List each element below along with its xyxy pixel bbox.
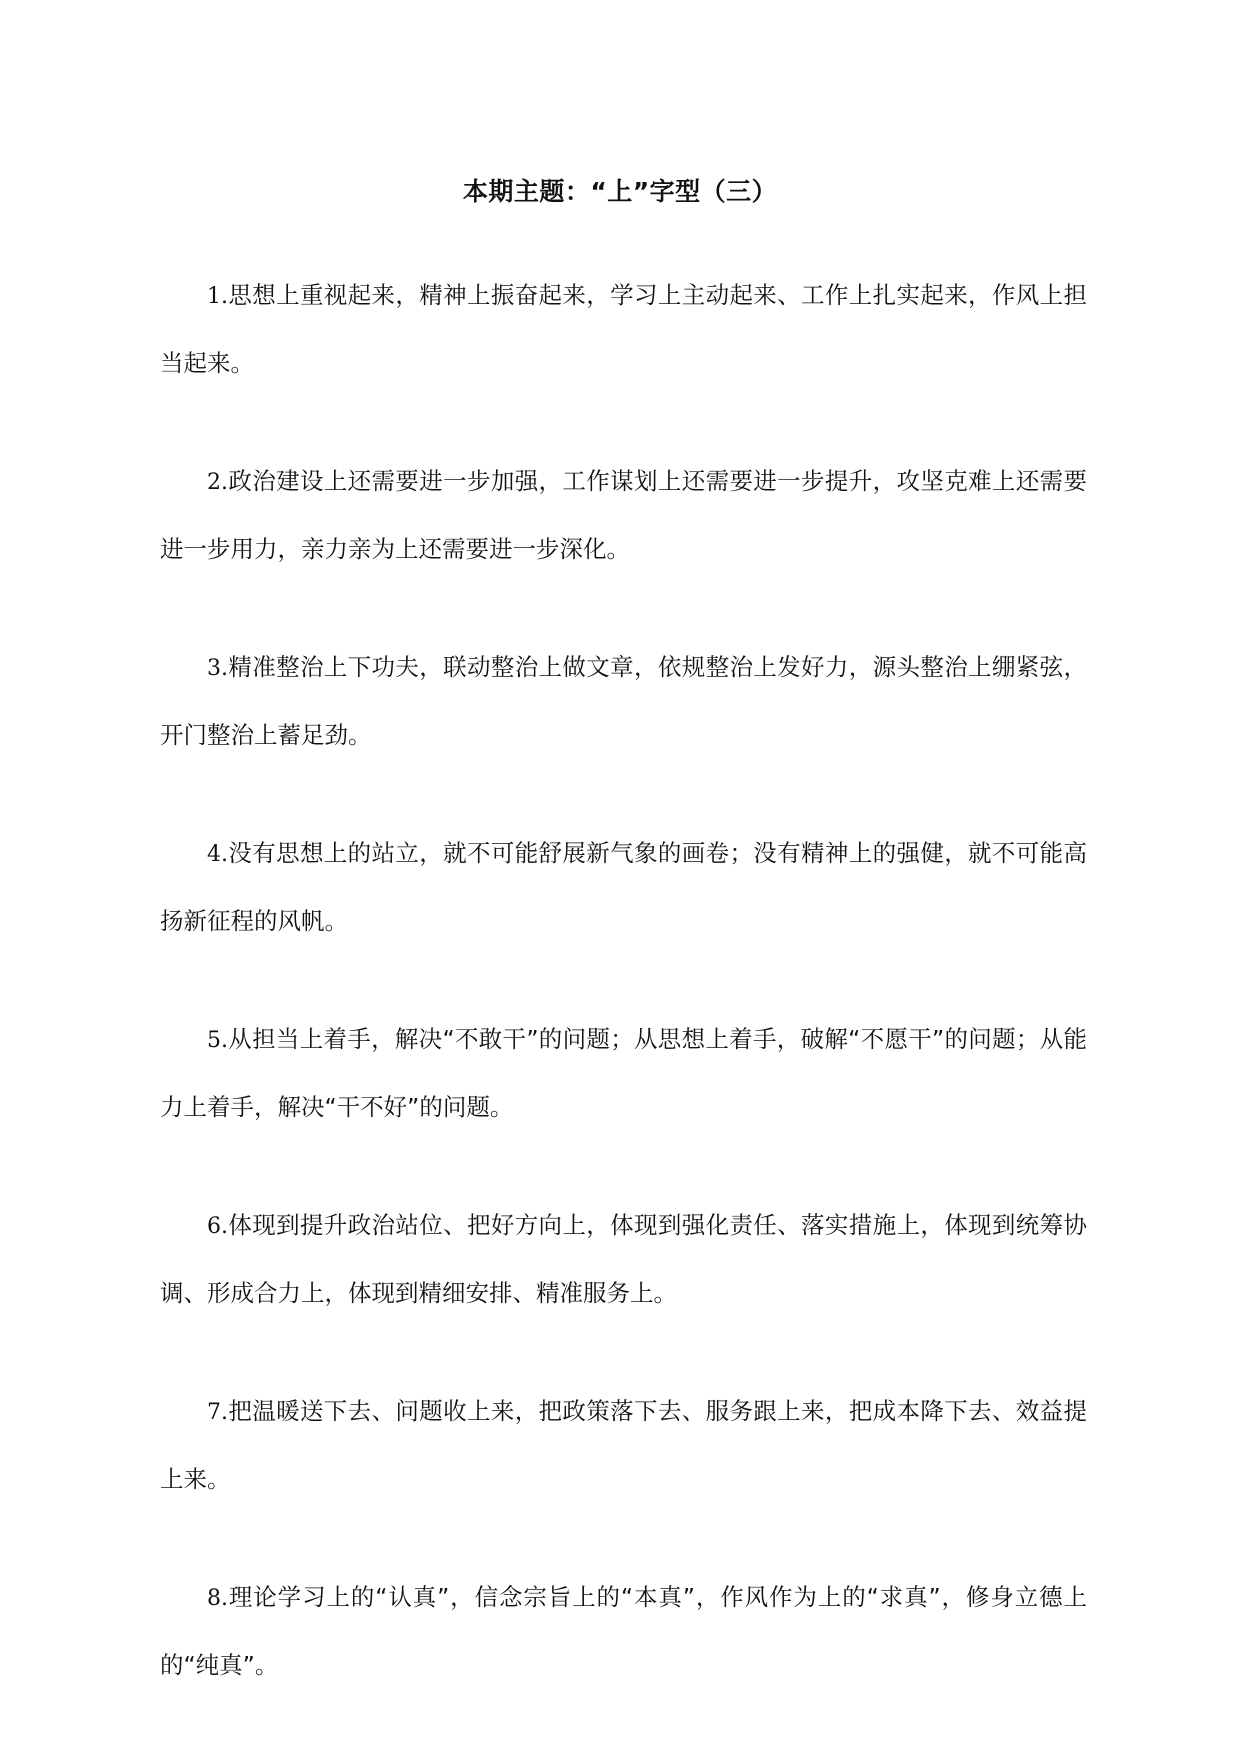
list-item bbox=[160, 820, 1087, 954]
item-text: 体现到提升政治站位、把好方向上，体现到强化责任、落实措施上，体现到统筹协调、形成合力上，体现到精细安排、精准服务上。 bbox=[160, 1211, 1087, 1307]
list-item bbox=[160, 1378, 1087, 1512]
item-number: 5. bbox=[207, 1028, 228, 1053]
item-number: 3. bbox=[207, 656, 228, 681]
item-text: 从担当上着手，解决“不敢干”的问题；从思想上着手，破解“不愿干”的问题；从能力上着手，解决“干不好”的问题。 bbox=[160, 1025, 1087, 1121]
list-item bbox=[160, 262, 1087, 396]
item-text: 没有思想上的站立，就不可能舒展新气象的画卷；没有精神上的强健，就不可能高扬新征程的风帆。 bbox=[160, 839, 1087, 935]
list-item bbox=[160, 1006, 1087, 1140]
list-item bbox=[160, 634, 1087, 768]
item-text: 把温暖送下去、问题收上来，把政策落下去、服务跟上来，把成本降下去、效益提上来。 bbox=[160, 1397, 1087, 1493]
list-item bbox=[160, 448, 1087, 582]
list-item bbox=[160, 1564, 1087, 1698]
item-number: 8. bbox=[207, 1586, 228, 1611]
item-text: 政治建设上还需要进一步加强，工作谋划上还需要进一步提升，攻坚克难上还需要进一步用力，亲力亲为上还需要进一步深化。 bbox=[160, 467, 1087, 563]
item-number: 2. bbox=[207, 470, 228, 495]
item-text: 精准整治上下功夫，联动整治上做文章，依规整治上发好力，源头整治上绷紧弦，开门整治上蓄足劲。 bbox=[160, 653, 1087, 749]
item-number: 4. bbox=[207, 842, 228, 867]
item-number: 1. bbox=[207, 284, 228, 309]
item-number: 6. bbox=[207, 1214, 228, 1239]
item-list bbox=[160, 262, 1087, 1750]
page-title: 本期主题：“上”字型（三） bbox=[462, 177, 778, 206]
list-item bbox=[160, 1192, 1087, 1326]
item-text: 思想上重视起来，精神上振奋起来，学习上主动起来、工作上扎实起来，作风上担当起来。 bbox=[160, 281, 1087, 377]
item-number: 7. bbox=[207, 1400, 228, 1425]
item-text: 理论学习上的“认真”，信念宗旨上的“本真”，作风作为上的“求真”，修身立德上的“纯真”。 bbox=[160, 1583, 1087, 1679]
